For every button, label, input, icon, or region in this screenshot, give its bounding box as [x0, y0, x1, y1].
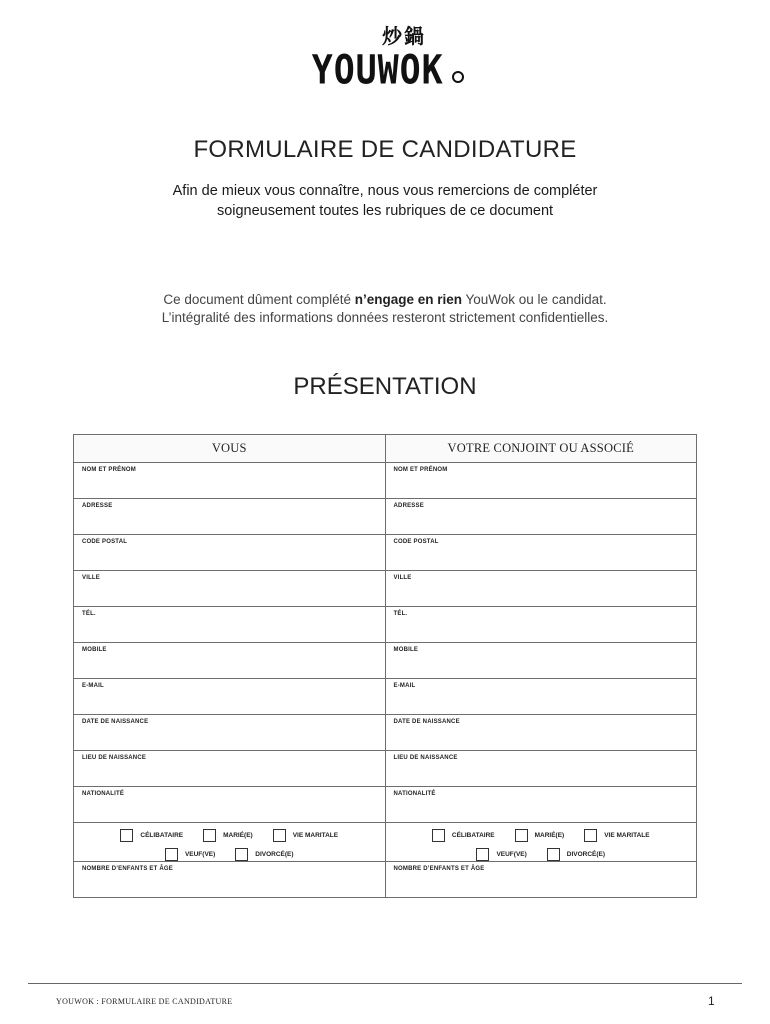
- field-label: ADRESSE: [393, 503, 424, 509]
- table-row: [74, 463, 697, 499]
- field-cell[interactable]: [385, 643, 697, 679]
- field-label: NATIONALITÉ: [82, 791, 125, 797]
- status-label: VIE MARITALE: [604, 832, 650, 839]
- field-cell[interactable]: [74, 679, 386, 715]
- status-option-cohabiting[interactable]: [273, 829, 338, 842]
- intro-line-1: Afin de mieux vous connaître, nous vous remercions de compléter: [172, 183, 598, 199]
- checkbox-divorced[interactable]: [235, 848, 248, 861]
- field-label: TÉL.: [82, 611, 96, 617]
- status-label: CÉLIBATAIRE: [451, 832, 495, 839]
- footer-divider: [28, 983, 742, 984]
- field-label: NOM ET PRÉNOM: [393, 467, 448, 473]
- column-header-partner: VOTRE CONJOINT OU ASSOCIÉ: [385, 435, 697, 463]
- table-row: [74, 787, 697, 823]
- table-row: [74, 571, 697, 607]
- field-label: E-MAIL: [82, 683, 104, 689]
- field-label: DATE DE NAISSANCE: [82, 719, 149, 725]
- field-label: NOMBRE D’ENFANTS ET ÂGE: [82, 866, 173, 872]
- field-cell[interactable]: [385, 751, 697, 787]
- column-header-you: VOUS: [74, 435, 386, 463]
- field-cell[interactable]: [385, 571, 697, 607]
- field-label: CODE POSTAL: [82, 539, 128, 545]
- table-row: [74, 679, 697, 715]
- field-cell[interactable]: [385, 715, 697, 751]
- field-cell[interactable]: [74, 571, 386, 607]
- field-cell[interactable]: [74, 643, 386, 679]
- field-label: VILLE: [82, 575, 101, 581]
- note-bold: n’engage en rien: [354, 292, 462, 307]
- field-label: LIEU DE NAISSANCE: [393, 755, 458, 761]
- intro-line-2: soigneusement toutes les rubriques de ce document: [216, 203, 554, 219]
- field-label: MOBILE: [393, 647, 419, 653]
- status-label: DIVORCÉ(E): [566, 851, 606, 858]
- note-part-1: Ce document dûment complété: [163, 292, 355, 307]
- field-cell[interactable]: [385, 463, 697, 499]
- field-cell[interactable]: [385, 679, 697, 715]
- field-label: VILLE: [393, 575, 412, 581]
- status-option-widowed[interactable]: [476, 848, 526, 861]
- table-row: [74, 862, 697, 898]
- note-line-1: [0, 291, 770, 309]
- status-option-married[interactable]: [515, 829, 565, 842]
- field-label: ADRESSE: [82, 503, 113, 509]
- status-label: CÉLIBATAIRE: [140, 832, 184, 839]
- status-label: VEUF(VE): [184, 851, 216, 858]
- field-cell[interactable]: [74, 535, 386, 571]
- status-label: VIE MARITALE: [292, 832, 339, 839]
- table-row: [74, 607, 697, 643]
- field-cell[interactable]: [385, 607, 697, 643]
- status-option-divorced[interactable]: [547, 848, 605, 861]
- footer-text: YOUWOK : FORMULAIRE DE CANDIDATURE: [56, 997, 233, 1006]
- presentation-table: [73, 434, 697, 898]
- status-option-single[interactable]: [120, 829, 183, 842]
- marital-status-row: [74, 823, 697, 862]
- field-cell[interactable]: [74, 607, 386, 643]
- logo-dot-icon: [452, 71, 464, 83]
- field-cell[interactable]: [74, 751, 386, 787]
- table-row: [74, 643, 697, 679]
- status-label: MARIÉ(E): [534, 832, 565, 839]
- marital-status-cell-partner: [385, 823, 697, 862]
- status-label: VEUF(VE): [496, 851, 527, 858]
- field-cell[interactable]: [385, 499, 697, 535]
- field-cell[interactable]: [74, 787, 386, 823]
- checkbox-widowed[interactable]: [165, 848, 178, 861]
- status-option-married[interactable]: [203, 829, 253, 842]
- field-cell[interactable]: [74, 715, 386, 751]
- checkbox-cohabiting[interactable]: [273, 829, 286, 842]
- field-cell[interactable]: [385, 787, 697, 823]
- checkbox-divorced[interactable]: [547, 848, 560, 861]
- field-cell[interactable]: [385, 535, 697, 571]
- checkbox-single[interactable]: [120, 829, 133, 842]
- table-row: [74, 751, 697, 787]
- field-label: NOM ET PRÉNOM: [82, 467, 136, 473]
- field-label: NOMBRE D’ENFANTS ET ÂGE: [393, 866, 485, 872]
- table-row: [74, 535, 697, 571]
- status-option-widowed[interactable]: [165, 848, 215, 861]
- table-row: [74, 499, 697, 535]
- field-label: LIEU DE NAISSANCE: [82, 755, 147, 761]
- field-label: CODE POSTAL: [393, 539, 439, 545]
- logo-wordmark: YOUWOK: [311, 46, 444, 94]
- logo-chinese-text: 炒鍋: [382, 24, 426, 48]
- field-label: DATE DE NAISSANCE: [393, 719, 460, 725]
- checkbox-cohabiting[interactable]: [584, 829, 597, 842]
- checkbox-widowed[interactable]: [476, 848, 489, 861]
- confidentiality-note: [0, 291, 770, 327]
- field-label: E-MAIL: [393, 683, 416, 689]
- intro-text: [0, 181, 770, 221]
- status-option-cohabiting[interactable]: [584, 829, 649, 842]
- marital-status-cell-you: [74, 823, 386, 862]
- status-label: MARIÉ(E): [223, 832, 253, 839]
- field-cell[interactable]: [385, 862, 697, 898]
- note-line-2: L’intégralité des informations données resteront strictement confidentielles.: [161, 310, 609, 325]
- section-heading: PRÉSENTATION: [293, 373, 477, 400]
- checkbox-single[interactable]: [432, 829, 445, 842]
- status-label: DIVORCÉ(E): [255, 851, 294, 858]
- checkbox-married[interactable]: [515, 829, 528, 842]
- status-option-divorced[interactable]: [235, 848, 293, 861]
- page-number: 1: [708, 994, 715, 1008]
- status-option-single[interactable]: [432, 829, 495, 842]
- field-cell[interactable]: [74, 862, 386, 898]
- document-title: FORMULAIRE DE CANDIDATURE: [193, 136, 577, 163]
- logo: [0, 20, 770, 94]
- table-row: [74, 715, 697, 751]
- field-label: MOBILE: [82, 647, 107, 653]
- note-part-2: YouWok ou le candidat.: [462, 292, 607, 307]
- field-label: NATIONALITÉ: [393, 791, 436, 797]
- field-cell[interactable]: [74, 463, 386, 499]
- field-cell[interactable]: [74, 499, 386, 535]
- checkbox-married[interactable]: [203, 829, 216, 842]
- field-label: TÉL.: [393, 611, 408, 617]
